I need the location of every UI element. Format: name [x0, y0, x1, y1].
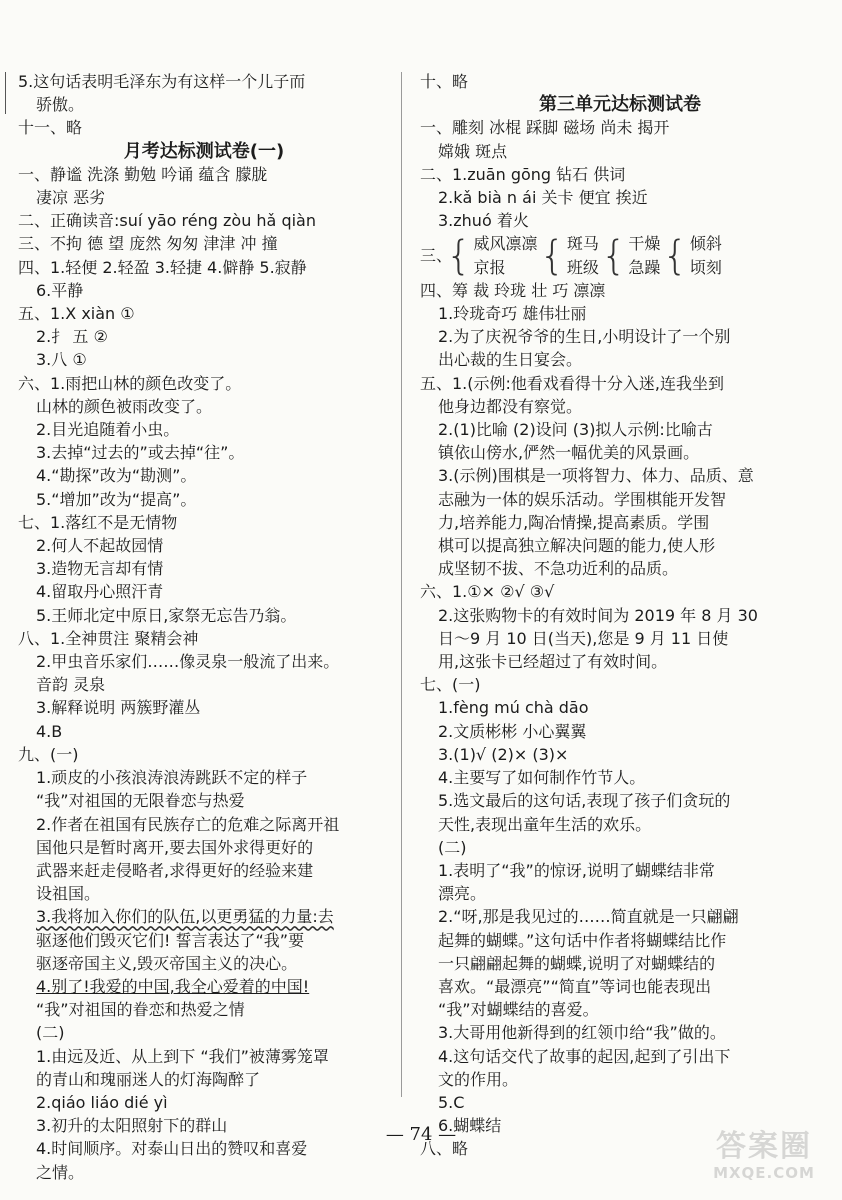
word-group-1 — [473, 232, 537, 278]
right-column — [420, 70, 820, 1161]
word: 威风凛凛 — [473, 234, 538, 254]
answer-line: 设祖国。 — [36, 884, 101, 904]
word-group-4 — [690, 232, 722, 278]
right-top-block — [420, 70, 820, 232]
word: 倾斜 — [689, 234, 722, 254]
answer-line: 的青山和瑰丽迷人的灯海陶醉了 — [36, 1069, 261, 1089]
answer-line: 5.C — [438, 1092, 465, 1112]
answer-line: 用,这张卡已经超过了有效时间。 — [438, 652, 668, 672]
answer-line: 起舞的蝴蝶。”这句话中作者将蝴蝶结比作 — [438, 930, 727, 950]
right-bottom-block — [420, 279, 820, 1161]
answer-line: 2.qiáo liáo dié yì — [36, 1092, 168, 1112]
answer-line: 3.(1)√ (2)× (3)× — [438, 744, 569, 764]
answer-line: 嫦娥 斑点 — [438, 141, 508, 161]
answer-line: 文的作用。 — [438, 1069, 519, 1089]
answer-line: “我”对祖国的眷恋和热爱之情 — [36, 1000, 245, 1020]
answer-line: 九、(一) — [18, 744, 79, 764]
answer-line: 6.平静 — [36, 280, 84, 300]
section-three-label: 三、 — [420, 246, 453, 266]
answer-line: 十、略 — [420, 72, 469, 91]
answer-line: 六、1.①× ②√ ③√ — [420, 582, 555, 602]
answer-line: “我”对祖国的无限眷恋与热爱 — [36, 791, 245, 811]
answer-line: (二) — [36, 1023, 65, 1043]
answer-line: 出心裁的生日宴会。 — [438, 350, 583, 370]
answer-line: 天性,表现出童年生活的欢乐。 — [438, 814, 652, 834]
answer-line: 日～9 月 10 日(当天),您是 9 月 11 日使 — [438, 628, 729, 648]
answer-line: 镇依山傍水,俨然一幅优美的风景画。 — [438, 443, 700, 463]
answer-line: 3.解释说明 两簇野灌丛 — [36, 698, 201, 718]
answer-line: 2.作者在祖国有民族存亡的危难之际离开祖 — [36, 814, 340, 834]
answer-line: 六、1.雨把山林的颜色改变了。 — [18, 373, 242, 393]
left-brace-icon: { — [600, 232, 627, 279]
word: 干燥 — [628, 234, 661, 254]
answer-line: 山林的颜色被雨改变了。 — [36, 396, 213, 416]
answer-line: 2.“呀,那是我见过的……简直就是一只翩翩 — [438, 907, 739, 927]
answer-line: 七、(一) — [420, 675, 481, 695]
answer-line: 2.扌 五 ② — [36, 327, 108, 347]
answer-line: 武器来赶走侵略者,求得更好的经验来建 — [36, 860, 314, 880]
answer-line: 三、不拘 德 望 庞然 匆匆 津津 冲 撞 — [18, 234, 278, 254]
answer-line: 4.主要写了如何制作竹节人。 — [438, 768, 646, 788]
answer-line: 国他只是暂时离开,要去国外求得更好的 — [36, 837, 314, 857]
answer-line: 3.八 ① — [36, 350, 87, 370]
section-heading: 月考达标测试卷(一) — [123, 140, 285, 162]
watermark-url: MXQE.COM — [713, 1164, 815, 1182]
answer-line: 2.kǎ bià n ái 关卡 便宜 挨近 — [438, 188, 648, 208]
answer-line: 3.造物无言却有情 — [36, 559, 164, 579]
answer-line: 八、略 — [420, 1139, 469, 1159]
left-brace-icon: { — [539, 232, 565, 279]
answer-line: 3.去掉“过去的”或去掉“往”。 — [36, 443, 245, 463]
word-group-2 — [567, 232, 599, 278]
answer-line: 3.zhuó 着火 — [438, 211, 529, 231]
answer-line: 5.这句话表明毛泽东为有这样一个儿子而 — [18, 72, 306, 91]
section-heading: 第三单元达标测试卷 — [539, 94, 701, 116]
answer-line: 4.时间顺序。对泰山日出的赞叹和喜爱 — [36, 1139, 308, 1159]
answer-line: 4.这句话交代了故事的起因,起到了引出下 — [438, 1046, 731, 1066]
answer-line: 一、静谧 洗涤 勤勉 吟诵 蕴含 朦胧 — [18, 164, 268, 184]
word: 班级 — [566, 257, 599, 277]
answer-line: 志融为一体的娱乐活动。学围棋能开发智 — [438, 489, 727, 509]
answer-line: 3.初升的太阳照射下的群山 — [36, 1116, 228, 1136]
answer-line: 2.为了庆祝爷爷的生日,小明设计了一个别 — [438, 327, 731, 347]
answer-line: 4.留取丹心照汗青 — [36, 582, 164, 602]
answer-line: (二) — [438, 837, 467, 857]
answer-line: 2.何人不起故园情 — [36, 536, 164, 556]
answer-line: 一、雕刻 冰棍 踩脚 磁场 尚未 揭开 — [420, 118, 670, 138]
answer-line: 1.表明了“我”的惊讶,说明了蝴蝶结非常 — [438, 860, 715, 880]
answer-line: 5.王师北定中原日,家祭无忘告乃翁。 — [36, 605, 297, 625]
left-brace-icon: { — [446, 232, 472, 279]
answer-line: 七、1.落红不是无情物 — [18, 512, 178, 532]
answer-line: 3.我将加入你们的队伍,以更勇猛的力量:去 — [36, 907, 334, 927]
watermark-text: 答案圈 — [716, 1129, 812, 1164]
left-column — [18, 70, 390, 1184]
answer-line: 4.“勘探”改为“勘测”。 — [36, 466, 197, 486]
answer-line: 2.文质彬彬 小心翼翼 — [438, 721, 587, 741]
word: 京报 — [473, 257, 506, 277]
word-group-3 — [628, 232, 660, 278]
answer-line: 漂亮。 — [438, 884, 487, 904]
answer-line: 2.这张购物卡的有效时间为 2019 年 8 月 30 — [438, 605, 758, 625]
answer-line: 2.甲虫音乐家们……像灵泉一般流了出来。 — [36, 652, 340, 672]
word: 斑马 — [566, 234, 599, 254]
answer-line: “我”对蝴蝶结的喜爱。 — [438, 1000, 599, 1020]
answer-line: 八、1.全神贯注 聚精会神 — [18, 628, 199, 648]
answer-line: 凄凉 恶劣 — [36, 188, 106, 208]
answer-line: 成坚韧不拔、不急功近利的品质。 — [438, 559, 679, 579]
word: 顷刻 — [689, 257, 722, 277]
answer-line: 4.别了!我爱的中国,我全心爱着的中国! — [36, 976, 310, 996]
answer-line: 5.“增加”改为“提高”。 — [36, 489, 197, 509]
answer-line: 四、1.轻便 2.轻盈 3.轻捷 4.僻静 5.寂静 — [18, 257, 307, 277]
answer-line: 四、筹 裁 玲珑 壮 巧 凛凛 — [420, 280, 606, 300]
answer-line: 2.目光追随着小虫。 — [36, 420, 180, 440]
answer-line: 1.由远及近、从上到下 “我们”被薄雾笼罩 — [36, 1046, 329, 1066]
answer-line: 2.(1)比喻 (2)设问 (3)拟人示例:比喻古 — [438, 420, 713, 440]
answer-line: 之情。 — [36, 1162, 85, 1182]
answer-line: 驱逐帝国主义,毁灭帝国主义的决心。 — [36, 953, 298, 973]
answer-line: 音韵 灵泉 — [36, 675, 106, 695]
answer-line: 喜欢。“最漂亮”“简直”等词也能表现出 — [438, 976, 712, 996]
answer-line: 1.玲珑奇巧 雄伟壮丽 — [438, 304, 587, 324]
answer-line: 五、1.X xiàn ① — [18, 304, 135, 324]
left-brace-icon: { — [662, 232, 688, 279]
answer-line: 五、1.(示例:他看戏看得十分入迷,连我坐到 — [420, 373, 724, 393]
answer-line: 骄傲。 — [36, 95, 85, 115]
answer-line: 4.B — [36, 721, 63, 741]
answer-line: 十一、略 — [18, 118, 83, 138]
answer-line: 3.(示例)围棋是一项将智力、体力、品质、意 — [438, 466, 754, 486]
page-number: — 74 — — [385, 1124, 457, 1145]
answer-line: 二、1.zuān gōng 钻石 供词 — [420, 164, 626, 184]
word: 急躁 — [628, 257, 661, 277]
answer-line: 一只翩翩起舞的蝴蝶,说明了对蝴蝶结的 — [438, 953, 716, 973]
brace-word-groups — [420, 232, 820, 278]
answer-line: 1.顽皮的小孩浪涛浪涛跳跃不定的样子 — [36, 768, 308, 788]
answer-line: 3.大哥用他新得到的红领巾给“我”做的。 — [438, 1023, 726, 1043]
answer-line: 力,培养能力,陶冶情操,提高素质。学围 — [438, 512, 710, 532]
answer-line: 他身边都没有察觉。 — [438, 396, 583, 416]
answer-line: 棋可以提高独立解决问题的能力,使人形 — [438, 536, 716, 556]
answer-line: 5.选文最后的这句话,表现了孩子们贪玩的 — [438, 791, 731, 811]
column-divider — [401, 72, 402, 1097]
answer-line: 二、正确读音:suí yāo réng zòu hǎ qiàn — [18, 211, 316, 231]
watermark-logo — [700, 1130, 828, 1188]
margin-mark — [5, 72, 6, 114]
answer-line: 6.蝴蝶结 — [438, 1116, 502, 1136]
answer-line: 驱逐他们毁灭它们! 誓言表达了“我”要 — [36, 930, 305, 950]
answer-line: 1.fèng mú chà dāo — [438, 698, 589, 718]
